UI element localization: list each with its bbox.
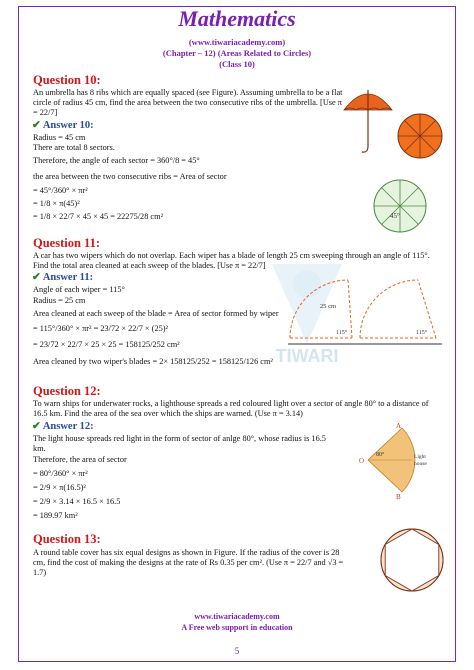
answer-10-line: the area between the two consecutive ribs = Area of sector <box>33 172 227 181</box>
answer-11-line: = 23/72 × 22/7 × 25 × 25 = 158125/252 cm² <box>33 340 180 349</box>
footer-site[interactable]: www.tiwariacademy.com <box>194 612 280 621</box>
question-13-text: A round table cover has six equal designs as shown in Figure. If the radius of the cover is 28 cm, find the cost of making the designs at the rate of Rs 0.35 per cm². (Use π = 22/7 and √3 = 1.7) <box>33 548 344 577</box>
svg-text:Light: Light <box>414 454 426 460</box>
answer-11-line: Angle of each wiper = 115° <box>33 285 125 294</box>
check-icon: ✔ <box>32 421 41 432</box>
answer-12-line: = 2/9 × 3.14 × 16.5 × 16.5 <box>33 497 121 506</box>
green-sector-disk <box>372 178 428 234</box>
question-12-text: To warn ships for underwater rocks, a lighthouse spreads a red coloured light over a sector of angle 80° to a distance of 16.5 km. Find the area of the sea over which the ships are warned. (Use π = 3.14) <box>33 399 429 418</box>
answer-12-line: The light house spreads red light in the form of sector of anlge 80°, whose radius is 16.5 km. <box>33 434 326 453</box>
svg-text:115°: 115° <box>336 330 348 336</box>
check-icon: ✔ <box>32 272 41 283</box>
svg-text:25 cm: 25 cm <box>320 303 337 310</box>
question-10-text: An umbrella has 8 ribs which are equally spaced (see Figure). Assuming umbrella to be a flat circle of radius 45 cm, find the area between the two consecutive ribs of the umbrella. [Use π = 22/7] <box>33 88 343 117</box>
answer-10-line: = 45°/360° × πr² <box>33 186 88 195</box>
answer-10-line: = 1/8 × 22/7 × 45 × 45 = 22275/28 cm² <box>33 212 164 221</box>
website-line[interactable]: (www.tiwariacademy.com) <box>188 37 286 47</box>
wiper-figure <box>286 276 446 348</box>
page-number: 5 <box>234 646 240 656</box>
svg-text:house: house <box>414 461 427 467</box>
question-11-heading: Question 11: <box>33 236 101 250</box>
page-title: Mathematics <box>178 6 296 31</box>
svg-text:45°: 45° <box>390 212 400 220</box>
answer-10-line: There are total 8 sectors. <box>33 143 115 152</box>
question-13-heading: Question 13: <box>33 532 101 546</box>
footer-tagline: A Free web support in education <box>181 623 293 632</box>
answer-11-heading: ✔ Answer 11: <box>32 272 94 283</box>
class-line: (Class 10) <box>219 59 255 69</box>
svg-text:O: O <box>359 457 365 465</box>
lighthouse-figure <box>356 420 438 500</box>
answer-10-heading: ✔ Answer 10: <box>32 120 94 131</box>
question-12-heading: Question 12: <box>33 384 101 398</box>
answer-11-line: = 115°/360° × πr² = 23/72 × 22/7 × (25)² <box>33 324 168 333</box>
answer-12-heading: ✔ Answer 12: <box>32 421 94 432</box>
answer-10-line: Therefore, the angle of each sector = 360°/8 = 45° <box>33 156 200 165</box>
question-10-heading: Question 10: <box>33 73 101 87</box>
check-icon: ✔ <box>32 120 41 131</box>
answer-12-line: = 189.97 km² <box>33 511 78 520</box>
orange-sector-disk <box>396 112 444 160</box>
chapter-line: (Chapter – 12) (Areas Related to Circles) <box>162 48 312 58</box>
table-cover-figure <box>378 526 446 594</box>
svg-text:A: A <box>396 422 402 430</box>
svg-text:80°: 80° <box>376 452 385 458</box>
answer-10-line: = 1/8 × π(45)² <box>33 199 80 208</box>
answer-12-line: = 80°/360° × πr² <box>33 469 88 478</box>
answer-11-line: Radius = 25 cm <box>33 296 86 305</box>
answer-10-line: Radius = 45 cm <box>33 133 86 142</box>
answer-12-line: Therefore, the area of sector <box>33 455 127 464</box>
question-11-text: A car has two wipers which do not overlap. Each wiper has a blade of length 25 cm sweeping through an angle of 115°. Find the total area cleaned at each sweep of the blades. [Use π = 22/7] <box>33 251 430 270</box>
watermark-text: TIWARI <box>275 346 339 366</box>
umbrella-figure <box>340 84 396 156</box>
svg-text:115°: 115° <box>416 330 428 336</box>
answer-12-line: = 2/9 × π(16.5)² <box>33 483 86 492</box>
svg-text:B: B <box>396 493 401 500</box>
answer-11-line: Area cleaned at each sweep of the blade = Area of sector formed by wiper <box>33 309 279 318</box>
answer-11-line: Area cleaned by two wiper's blades = 2× 158125/252 = 158125/126 cm² <box>33 357 273 366</box>
